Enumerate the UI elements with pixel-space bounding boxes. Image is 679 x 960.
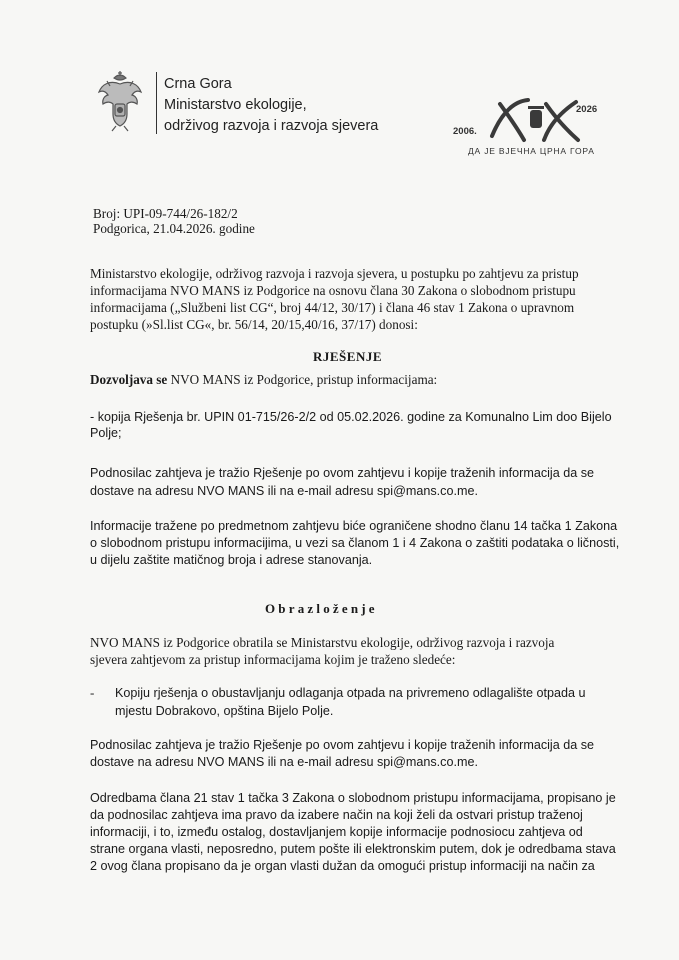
intro-line: informacijama („Službeni list CG“, broj 44/12, 30/17) i člana 46 stav 1 Zakona o upravnom: [90, 300, 575, 315]
delivery-line: dostave na adresu NVO MANS ili na e-mail adresu spi@mans.co.me.: [90, 484, 478, 498]
intro-line: postupku (»Sl.list CG«, br. 56/14, 20/15,40/16, 37/17) donosi:: [90, 317, 418, 332]
grant-sentence: [90, 372, 437, 387]
limitation-line: o slobodnom pristupu informacijima, u vezi sa članom 1 i 4 Zakona o zaštiti podataka o ličnosti,: [90, 536, 620, 550]
provisions-line: da podnosilac zahtjeva ima pravo da izabere način na koji želi da ostvari pristup traženoj: [90, 808, 583, 822]
reasoning-title: Obrazloženje: [265, 601, 378, 616]
jubilee-year-start: 2006.: [453, 126, 477, 137]
grant-lead: Dozvoljava se: [90, 372, 168, 387]
provisions-line: Odredbama člana 21 stav 1 tačka 3 Zakona o slobodnom pristupu informacijama, propisano je: [90, 791, 616, 805]
jubilee-slogan: ДА ЈЕ ВЈЕЧНА ЦРНА ГОРА: [468, 146, 595, 156]
request-bullet-line: Kopiju rješenja o obustavljanju odlaganja otpada na privremeno odlagalište otpada u: [115, 686, 586, 700]
ministry-name-block: [164, 74, 378, 137]
bullet-marker: -: [90, 685, 95, 700]
reasoning-intro-line: NVO MANS iz Podgorice obratila se Ministarstvu ekologije, održivog razvoja i razvoja: [90, 635, 555, 650]
provisions-line: 2 ovog člana propisano da je organ vlasti dužan da omogući pristup informaciji na način za: [90, 859, 595, 873]
limitation-line: Informacije tražene po predmetnom zahtjevu biće ograničene shodno članu 14 tačka 1 Zakona: [90, 519, 618, 533]
granted-item-line: - kopija Rješenja br. UPIN 01-715/26-2/2 od 05.02.2026. godine za Komunalno Lim doo Bijelo: [90, 410, 612, 424]
decision-title: RJEŠENJE: [313, 349, 383, 364]
reasoning-intro-line: sjevera zahtjevom za pristup informacijama kojim je traženo sledeće:: [90, 652, 456, 667]
provisions-line: informaciji, i to, između ostalog, dostavljanjem kopije informacije podnosiocu zahtjeva od: [90, 825, 583, 839]
ministry-name-line1: Ministarstvo ekologije,: [164, 97, 307, 113]
coat-of-arms-icon: [96, 70, 144, 132]
request-bullet-line: mjestu Dobrakovo, opština Bijelo Polje.: [115, 704, 334, 718]
limitation-line: u dijelu zaštite matičnog broja i adrese stanovanja.: [90, 553, 373, 567]
country-name: Crna Gora: [164, 76, 232, 92]
delivery-line-2: Podnosilac zahtjeva je tražio Rješenje po ovom zahtjevu i kopije traženih informacija da se: [90, 738, 595, 752]
intro-line: Ministarstvo ekologije, održivog razvoja i razvoja sjevera, u postupku po zahtjevu za pristup: [90, 266, 579, 281]
ministry-name-line2: održivog razvoja i razvoja sjevera: [164, 118, 379, 134]
delivery-line-2: dostave na adresu NVO MANS ili na e-mail adresu spi@mans.co.me.: [90, 755, 478, 769]
delivery-line: Podnosilac zahtjeva je tražio Rješenje po ovom zahtjevu i kopije traženih informacija da se: [90, 466, 595, 480]
jubilee-year-end: 2026: [576, 104, 598, 115]
granted-item-line: Polje;: [90, 426, 122, 440]
intro-line: informacijama NVO MANS iz Podgorice na osnovu člana 30 Zakona o slobodnom pristupu: [90, 283, 576, 298]
provisions-line: strane organa vlasti, neposredno, putem pošte ili elektronskim putem, dok je odredbama stava: [90, 842, 616, 856]
header-divider: [156, 72, 157, 134]
reference-number: Broj: UPI-09-744/26-182/2: [93, 206, 238, 221]
grant-rest: NVO MANS iz Podgorice, pristup informacijama:: [167, 372, 438, 387]
place-date: Podgorica, 21.04.2026. godine: [93, 221, 255, 236]
